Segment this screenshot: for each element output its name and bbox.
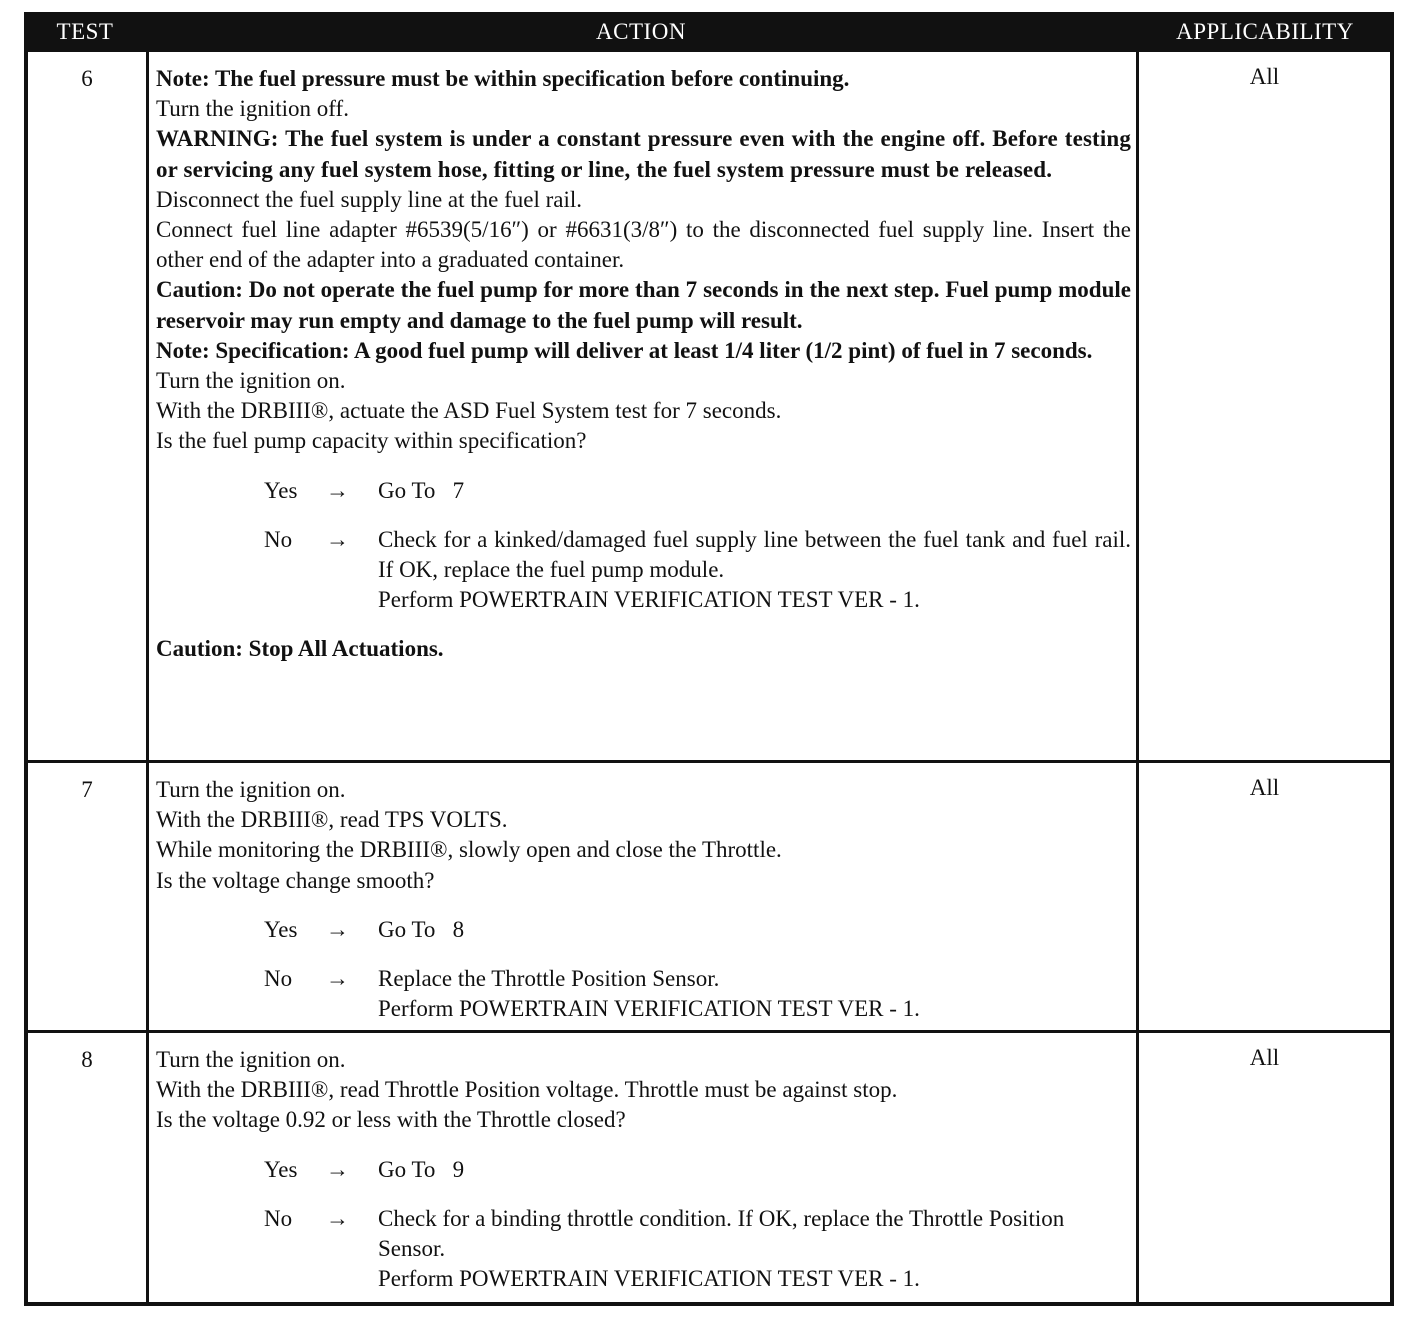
step-line: With the DRBIII®, read TPS VOLTS. — [156, 807, 508, 833]
no-result-line: Perform POWERTRAIN VERIFICATION TEST VER - 1. — [378, 1266, 920, 1292]
test-number: 6 — [81, 66, 93, 91]
no-label: No — [264, 1205, 293, 1231]
arrow-icon: → — [326, 1205, 349, 1231]
no-result-line: Perform POWERTRAIN VERIFICATION TEST VER - 1. — [378, 587, 920, 613]
action-cell — [156, 1045, 1131, 1294]
table-row — [28, 763, 1390, 1030]
step-line: With the DRBIII®, read Throttle Position voltage. Throttle must be against stop. — [156, 1077, 898, 1103]
yes-answer — [156, 476, 1131, 506]
question-line: Is the fuel pump capacity within specification? — [156, 428, 587, 454]
no-answer — [156, 525, 1131, 616]
yes-result: Go To 7 — [378, 477, 465, 503]
caution-footer: Caution: Stop All Actuations. — [156, 636, 444, 662]
yes-label: Yes — [264, 1156, 298, 1182]
question-line: Is the voltage 0.92 or less with the Throttle closed? — [156, 1107, 626, 1133]
note-line: Note: The fuel pressure must be within specification before continuing. — [156, 66, 850, 91]
no-answer — [156, 964, 1131, 1024]
action-cell — [156, 775, 1131, 1024]
applicability: All — [1249, 64, 1280, 89]
no-result-line: Check for a kinked/damaged fuel supply line between the fuel tank and fuel rail. If OK, replace the fuel pump module. — [378, 526, 1131, 582]
yes-result: Go To 9 — [378, 1156, 465, 1182]
test-number: 7 — [81, 777, 93, 802]
no-answer — [156, 1204, 1131, 1295]
arrow-icon: → — [326, 1156, 349, 1182]
no-label: No — [264, 965, 293, 991]
no-result-line: Replace the Throttle Position Sensor. — [378, 965, 720, 991]
diagnostic-table — [24, 12, 1394, 1306]
yes-result: Go To 8 — [378, 916, 465, 942]
no-result-line: Perform POWERTRAIN VERIFICATION TEST VER - 1. — [378, 996, 920, 1022]
step-line: While monitoring the DRBIII®, slowly open and close the Throttle. — [156, 837, 782, 863]
arrow-icon: → — [326, 526, 349, 552]
yes-answer — [156, 915, 1131, 945]
step-line: Turn the ignition on. — [156, 1047, 346, 1072]
warning-line: WARNING: The fuel system is under a constant pressure even with the engine off. Before testing or servicing any fuel system hose, fitting or line, the fuel system pressure must be released. — [156, 126, 1131, 182]
arrow-icon: → — [326, 916, 349, 942]
yes-answer — [156, 1155, 1131, 1185]
step-line: Turn the ignition off. — [156, 96, 349, 122]
yes-label: Yes — [264, 916, 298, 942]
no-label: No — [264, 526, 293, 552]
caution-line: Caution: Do not operate the fuel pump for more than 7 seconds in the next step. Fuel pump module reservoir may run empty and damage to the fuel pump will result. — [156, 277, 1131, 333]
note-line: Note: Specification: A good fuel pump will deliver at least 1/4 liter (1/2 pint) of fuel in 7 seconds. — [156, 337, 1093, 363]
applicability: All — [1249, 1045, 1280, 1070]
test-number: 8 — [81, 1047, 93, 1072]
step-line: With the DRBIII®, actuate the ASD Fuel System test for 7 seconds. — [156, 398, 782, 424]
step-line: Disconnect the fuel supply line at the fuel rail. — [156, 186, 583, 212]
question-line: Is the voltage change smooth? — [156, 867, 435, 893]
table-row — [28, 52, 1390, 760]
step-line: Connect fuel line adapter #6539(5/16″) or #6631(3/8″) to the disconnected fuel supply line. Insert the other end of the adapter into a graduated container. — [156, 217, 1131, 273]
step-line: Turn the ignition on. — [156, 777, 346, 802]
yes-label: Yes — [264, 477, 298, 503]
arrow-icon: → — [326, 965, 349, 991]
no-result-line: Check for a binding throttle condition. If OK, replace the Throttle Position Sensor. — [378, 1205, 1065, 1261]
header-action: ACTION — [596, 19, 686, 44]
table-header — [24, 12, 1394, 52]
header-applicability: APPLICABILITY — [1176, 19, 1354, 44]
arrow-icon: → — [326, 477, 349, 503]
applicability: All — [1249, 775, 1280, 800]
header-test: TEST — [56, 19, 114, 44]
step-line: Turn the ignition on. — [156, 368, 346, 394]
table-row — [28, 1033, 1390, 1306]
action-cell — [156, 64, 1131, 664]
